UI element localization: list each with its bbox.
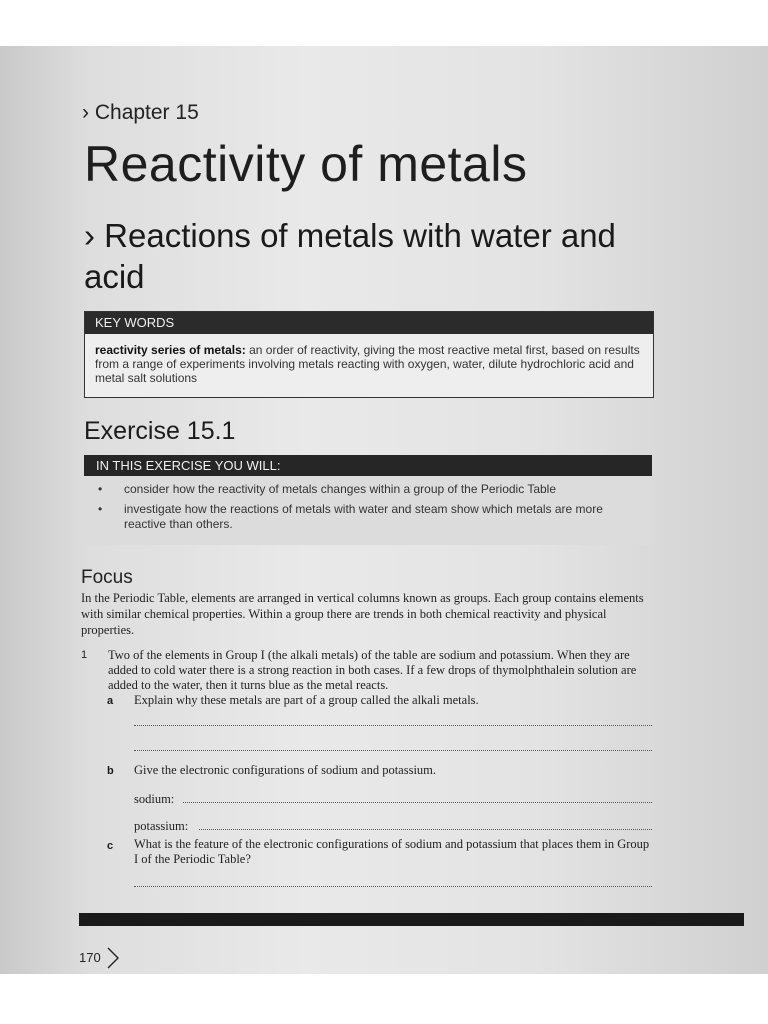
part-b-text: Give the electronic configurations of sodium and potassium. <box>134 763 437 777</box>
bullet-icon: • <box>98 502 103 516</box>
chevron-right-icon <box>106 946 120 970</box>
chevron-right-icon: › <box>84 217 95 254</box>
part-a-text: Explain why these metals are part of a group called the alkali metals. <box>134 693 479 707</box>
section-title <box>84 215 644 297</box>
in-this-exercise-heading: IN THIS EXERCISE YOU WILL: <box>84 455 652 476</box>
section-title-text: Reactions of metals with water and acid <box>84 217 616 295</box>
key-words-heading: KEY WORDS <box>85 312 653 334</box>
in-this-exercise-box <box>84 455 652 545</box>
question-1 <box>81 648 656 693</box>
bullet-icon: • <box>98 482 103 496</box>
part-c-label: c <box>107 840 114 852</box>
potassium-label: potassium: <box>134 819 189 833</box>
key-word-term: reactivity series of metals: <box>95 343 246 357</box>
key-words-box <box>84 311 654 398</box>
chapter-heading <box>82 101 199 125</box>
key-word-definition: an order of reactivity, giving the most reactive metal first, based on results from a range of experiments involving metals reacting with oxygen, water, dilute hydrochloric acid and metal salt solutions <box>95 343 640 385</box>
answer-line[interactable] <box>134 750 652 751</box>
part-b-label: b <box>107 765 114 777</box>
chapter-label: Chapter 15 <box>94 101 199 124</box>
answer-line[interactable] <box>134 886 652 887</box>
key-words-body <box>85 334 653 385</box>
objectives-list <box>84 476 652 532</box>
part-c-text: What is the feature of the electronic configurations of sodium and potassium that places them in Group I of the Periodic Table? <box>134 837 650 866</box>
page-number: 170 <box>79 950 101 965</box>
part-a-label: a <box>107 695 114 707</box>
footer-bar <box>79 913 744 926</box>
list-item: • investigate how the reactions of metals with water and steam show which metals are more reactive than others. <box>98 502 603 531</box>
focus-text: In the Periodic Table, elements are arranged in vertical columns known as groups. Each group contains elements with similar chemical properties. Within a group there are trends in both chemical reactivity and physical properties. <box>81 591 644 637</box>
question-text: Two of the elements in Group I (the alkali metals) of the table are sodium and potassium. When they are added to cold water there is a strong reaction in both cases. If a few drops of thymolphthalein solution are added to the water, then it turns blue as the metal reacts. <box>108 648 637 692</box>
answer-line[interactable] <box>134 725 652 726</box>
chevron-right-icon: › <box>82 101 89 124</box>
question-number: 1 <box>81 649 88 661</box>
list-item: • consider how the reactivity of metals changes within a group of the Periodic Table <box>98 482 557 496</box>
sodium-answer-line[interactable] <box>183 802 652 803</box>
exercise-title: Exercise 15.1 <box>84 417 236 445</box>
sodium-label: sodium: <box>134 792 175 806</box>
focus-heading: Focus <box>81 567 133 588</box>
potassium-answer-line[interactable] <box>199 829 652 830</box>
chapter-title: Reactivity of metals <box>84 136 528 192</box>
